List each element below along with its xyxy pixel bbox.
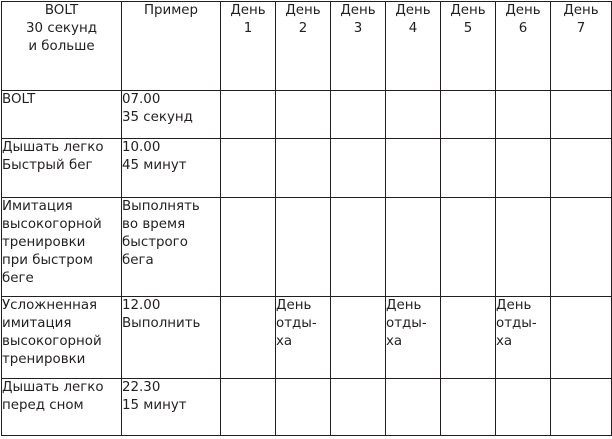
header-text-line: и больше — [28, 39, 95, 54]
example-line: бега — [122, 253, 154, 268]
day-cell[interactable] — [551, 297, 612, 379]
day-cell[interactable] — [551, 198, 612, 297]
header-day-3 — [331, 2, 386, 91]
example-line: 35 секунд — [122, 110, 193, 125]
row-name-cell — [2, 379, 122, 436]
day-cell[interactable] — [441, 91, 496, 139]
day-number: 6 — [518, 21, 528, 36]
header-name-column — [2, 2, 122, 91]
day-cell[interactable] — [386, 379, 441, 436]
example-line: 12.00 — [122, 298, 161, 313]
table-row — [2, 297, 612, 379]
day-cell[interactable] — [496, 91, 551, 139]
row-name-line: имитация — [2, 316, 72, 331]
day-cell[interactable] — [386, 91, 441, 139]
header-day-1 — [221, 2, 276, 91]
row-name-line: перед сном — [2, 398, 84, 413]
row-example-cell — [122, 198, 221, 297]
example-line: 15 минут — [122, 398, 187, 413]
header-example-label: Пример — [143, 3, 199, 18]
row-name-line: Дышать легко — [2, 380, 104, 395]
day-cell-rest-day[interactable] — [276, 297, 331, 379]
header-row — [2, 2, 612, 91]
example-line: 45 минут — [122, 158, 187, 173]
row-name-cell — [2, 297, 122, 379]
day-cell[interactable] — [441, 198, 496, 297]
row-name-line: беге — [2, 271, 34, 286]
day-number: 5 — [463, 21, 473, 36]
row-name-line: высокогорной — [2, 217, 102, 232]
rest-day-text: ха — [386, 334, 403, 349]
day-number: 7 — [576, 21, 586, 36]
row-name-line: BOLT — [2, 92, 36, 107]
rest-day-text: ха — [496, 334, 513, 349]
day-cell[interactable] — [386, 198, 441, 297]
row-example-cell — [122, 297, 221, 379]
table-row — [2, 198, 612, 297]
rest-day-text: ха — [276, 334, 293, 349]
row-name-line: тренировки — [2, 352, 86, 367]
header-day-6 — [496, 2, 551, 91]
day-cell[interactable] — [551, 379, 612, 436]
row-example-cell — [122, 139, 221, 198]
row-name-cell — [2, 91, 122, 139]
day-number: 2 — [298, 21, 308, 36]
day-number: 4 — [408, 21, 418, 36]
day-cell[interactable] — [441, 139, 496, 198]
rest-day-text: День — [386, 298, 422, 313]
row-name-line: Дышать легко — [2, 140, 104, 155]
day-cell[interactable] — [331, 297, 386, 379]
day-cell[interactable] — [276, 379, 331, 436]
header-day-2 — [276, 2, 331, 91]
row-name-line: тренировки — [2, 235, 86, 250]
day-cell[interactable] — [331, 379, 386, 436]
day-cell[interactable] — [496, 139, 551, 198]
day-word: День — [395, 3, 431, 18]
day-cell-rest-day[interactable] — [386, 297, 441, 379]
example-line: 10.00 — [122, 140, 161, 155]
row-name-line: Быстрый бег — [2, 158, 93, 173]
header-text-line: BOLT — [44, 3, 79, 18]
row-name-cell — [2, 139, 122, 198]
day-cell[interactable] — [441, 379, 496, 436]
day-number: 1 — [243, 21, 253, 36]
day-word: День — [340, 3, 376, 18]
example-line: во время — [122, 217, 186, 232]
header-day-4 — [386, 2, 441, 91]
day-cell[interactable] — [551, 91, 612, 139]
day-cell[interactable] — [221, 139, 276, 198]
row-example-cell — [122, 91, 221, 139]
rest-day-text: День — [276, 298, 312, 313]
row-name-line: при быстром — [2, 253, 94, 268]
day-word: День — [563, 3, 599, 18]
day-cell[interactable] — [331, 198, 386, 297]
day-cell[interactable] — [331, 91, 386, 139]
day-number: 3 — [353, 21, 363, 36]
day-word: День — [505, 3, 541, 18]
row-name-line: Усложненная — [2, 298, 98, 313]
day-cell[interactable] — [276, 139, 331, 198]
day-cell[interactable] — [441, 297, 496, 379]
day-word: День — [450, 3, 486, 18]
day-cell[interactable] — [221, 297, 276, 379]
row-name-line: высокогорной — [2, 334, 102, 349]
example-line: быстрого — [122, 235, 188, 250]
example-line: Выполнять — [122, 199, 200, 214]
day-cell[interactable] — [221, 198, 276, 297]
header-text-line: 30 секунд — [26, 21, 97, 36]
day-cell[interactable] — [386, 139, 441, 198]
day-cell[interactable] — [276, 198, 331, 297]
day-cell[interactable] — [276, 91, 331, 139]
row-example-cell — [122, 379, 221, 436]
row-name-cell — [2, 198, 122, 297]
day-word: День — [230, 3, 266, 18]
day-word: День — [285, 3, 321, 18]
rest-day-text: отды- — [276, 316, 317, 331]
day-cell[interactable] — [331, 139, 386, 198]
table-row — [2, 139, 612, 198]
example-line: 07.00 — [122, 92, 161, 107]
training-schedule-table — [1, 1, 612, 436]
day-cell[interactable] — [221, 91, 276, 139]
table-row — [2, 91, 612, 139]
header-example-column — [122, 2, 221, 91]
example-line: 22.30 — [122, 380, 161, 395]
rest-day-text: отды- — [386, 316, 427, 331]
header-day-7 — [551, 2, 612, 91]
row-name-line: Имитация — [2, 199, 73, 214]
table-row — [2, 379, 612, 436]
day-cell-rest-day[interactable] — [496, 297, 551, 379]
day-cell[interactable] — [551, 139, 612, 198]
rest-day-text: отды- — [496, 316, 537, 331]
rest-day-text: День — [496, 298, 532, 313]
example-line: Выполнить — [122, 316, 201, 331]
day-cell[interactable] — [496, 379, 551, 436]
day-cell[interactable] — [221, 379, 276, 436]
header-day-5 — [441, 2, 496, 91]
day-cell[interactable] — [496, 198, 551, 297]
